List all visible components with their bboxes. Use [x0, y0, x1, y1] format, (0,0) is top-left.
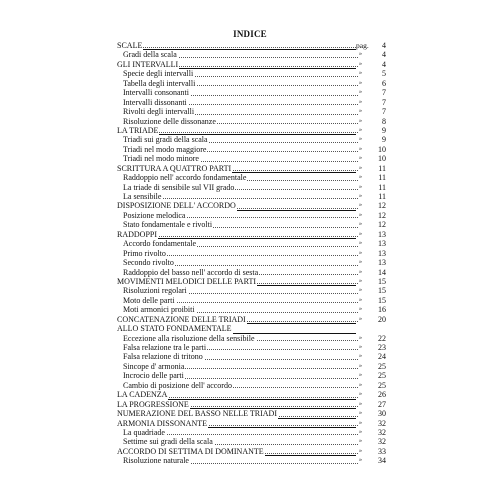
subsection-label: Triadi sui gradi della scala: [123, 135, 208, 145]
page-number: 9: [372, 126, 386, 135]
page-marker: »: [359, 286, 369, 295]
section-heading: CONCATENAZIONE DELLE TRIADI: [117, 314, 246, 324]
page-number: 33: [372, 447, 386, 456]
page-number: 15: [372, 277, 386, 286]
toc-entry: [117, 315, 386, 324]
toc-entry: [117, 230, 386, 239]
section-heading: ARMONIA DISSONANTE: [117, 418, 208, 428]
subsection-label: Moti armonici proibiti: [123, 305, 195, 315]
page-number: 15: [372, 286, 386, 295]
page-marker: »: [359, 381, 369, 390]
page-marker: »: [359, 305, 369, 314]
subsection-label: Eccezione alla risoluzione della sensibile: [123, 333, 255, 343]
toc-entry: [117, 447, 386, 456]
subsection-label: Stato fondamentale e rivolti: [123, 220, 213, 230]
subsection-label: Triadi nel modo maggiore: [123, 144, 207, 154]
page-number: 27: [372, 400, 386, 409]
toc-entry: [117, 145, 386, 154]
toc-entry: [117, 286, 386, 295]
page-number: 4: [372, 50, 386, 59]
page-number: 7: [372, 98, 386, 107]
toc-entry: [117, 258, 386, 267]
page-marker: »: [359, 50, 369, 59]
toc-entry: [117, 343, 386, 352]
page-marker: »: [359, 60, 369, 69]
subsection-label: Incrocio delle parti: [123, 371, 184, 381]
page-marker: »: [359, 88, 369, 97]
subsection-label: Falsa relazione di tritono: [123, 352, 203, 362]
page-marker: »: [359, 249, 369, 258]
page-number: 30: [372, 409, 386, 418]
page-number: 6: [372, 79, 386, 88]
page-marker: »: [359, 69, 369, 78]
page-number: 25: [372, 371, 386, 380]
page-number: 20: [372, 315, 386, 324]
subsection-label: Primo rivolto: [123, 248, 166, 258]
page-marker: »: [359, 343, 369, 352]
toc-entry: [117, 135, 386, 144]
page-marker: »: [359, 117, 369, 126]
page-marker: »: [359, 268, 369, 277]
page-number: 4: [372, 41, 386, 50]
section-heading: LA CADENZA: [117, 390, 168, 400]
page-marker: »: [359, 371, 369, 380]
page-marker: »: [359, 437, 369, 446]
toc-entry: [117, 192, 386, 201]
dot-leader: [117, 47, 358, 48]
page-number: 24: [372, 352, 386, 361]
subsection-label: Raddoppio nell' accordo fondamentale: [123, 173, 247, 183]
page-marker: »: [359, 362, 369, 371]
page-marker: »: [359, 126, 369, 135]
table-of-contents: [117, 41, 386, 466]
page-number: 12: [372, 211, 386, 220]
toc-entry: [117, 98, 386, 107]
page-marker: »: [359, 135, 369, 144]
page-marker: »: [359, 390, 369, 399]
subsection-label: Risoluzioni regolari: [123, 286, 187, 296]
page-marker: pag.: [356, 41, 372, 50]
page-number: 22: [372, 334, 386, 343]
page-marker: »: [359, 220, 369, 229]
page-marker: »: [359, 98, 369, 107]
subsection-label: La sensibile: [123, 192, 162, 201]
page-number: 25: [372, 362, 386, 371]
toc-entry: [117, 154, 386, 163]
page-marker: »: [359, 154, 369, 163]
page-number: 32: [372, 419, 386, 428]
section-heading: LA PROGRESSIONE: [117, 399, 189, 409]
page-marker: »: [359, 352, 369, 361]
subsection-label: Rivolti degli intervalli: [123, 107, 195, 117]
page-marker: »: [359, 419, 369, 428]
page-number: 10: [372, 145, 386, 154]
subsection-label: La quadriade: [123, 427, 165, 437]
page-title: INDICE: [233, 29, 267, 39]
section-heading: MOVIMENTI MELODICI DELLE PARTI: [117, 276, 256, 286]
toc-entry: [117, 381, 386, 390]
toc-entry: [117, 220, 386, 229]
page-number: 15: [372, 296, 386, 305]
toc-entry: [117, 390, 386, 399]
subsection-label: Sincope d' armonia: [123, 361, 185, 371]
page-marker: »: [359, 173, 369, 182]
toc-entry: [117, 277, 386, 286]
section-heading: LA TRIADE: [117, 125, 159, 135]
toc-entry: [117, 456, 386, 465]
page-marker: »: [359, 211, 369, 220]
subsection-label: Specie degli intervalli: [123, 69, 194, 79]
page-number: 32: [372, 437, 386, 446]
page-number: 11: [372, 173, 386, 182]
subsection-label: Intervalli consonanti: [123, 88, 189, 98]
page-marker: »: [359, 334, 369, 343]
page-marker: »: [359, 183, 369, 192]
toc-entry: [117, 50, 386, 59]
toc-entry: [117, 400, 386, 409]
page-marker: »: [359, 409, 369, 418]
page-number: 32: [372, 428, 386, 437]
toc-entry: [117, 371, 386, 380]
toc-entry: [117, 362, 386, 371]
page-marker: »: [359, 164, 369, 173]
page-number: 5: [372, 69, 386, 78]
subsection-label: Falsa relazione tra le parti: [123, 343, 207, 352]
subsection-label: Risoluzione delle dissonanze: [123, 116, 216, 126]
section-heading: GLI INTERVALLI: [117, 59, 179, 69]
page-marker: »: [359, 428, 369, 437]
page-number: 13: [372, 239, 386, 248]
page-number: 8: [372, 117, 386, 126]
subsection-label: Gradi della scala: [123, 50, 177, 60]
page-marker: »: [359, 456, 369, 465]
toc-entry: [117, 419, 386, 428]
page-marker: »: [359, 107, 369, 116]
page-marker: »: [359, 230, 369, 239]
subsection-label: Tabella degli intervalli: [123, 78, 196, 88]
section-heading: RADDOPPI: [117, 229, 158, 239]
page-marker: »: [359, 400, 369, 409]
page-marker: »: [359, 277, 369, 286]
toc-entry: [117, 183, 386, 192]
toc-entry: [117, 296, 386, 305]
toc-entry: [117, 117, 386, 126]
page-marker: »: [359, 296, 369, 305]
page-number: 23: [372, 343, 386, 352]
toc-entry: [117, 428, 386, 437]
section-heading: ACCORDO DI SETTIMA DI DOMINANTE: [117, 446, 264, 456]
toc-entry: [117, 164, 386, 173]
subsection-label: Risoluzione naturale: [123, 456, 189, 466]
page-number: 12: [372, 220, 386, 229]
section-heading: ALLO STATO FONDAMENTALE: [117, 324, 232, 334]
section-heading: NUMERAZIONE DEL BASSO NELLE TRIADI: [117, 409, 277, 419]
page-number: 10: [372, 154, 386, 163]
subsection-label: La triade di sensibile sul VII grado: [123, 182, 235, 192]
toc-entry: [117, 409, 386, 418]
page-number: 9: [372, 135, 386, 144]
toc-entry: [117, 41, 386, 50]
toc-entry: [117, 69, 386, 78]
page-number: 26: [372, 390, 386, 399]
page-number: 13: [372, 249, 386, 258]
page-marker: »: [359, 79, 369, 88]
page-number: 13: [372, 258, 386, 267]
toc-entry: [117, 437, 386, 446]
section-heading: DISPOSIZIONE DELL' ACCORDO: [117, 201, 236, 211]
toc-entry: [117, 211, 386, 220]
page-marker: »: [359, 201, 369, 210]
toc-entry: [117, 249, 386, 258]
toc-entry: [117, 324, 386, 333]
page-number: 12: [372, 201, 386, 210]
page-number: 11: [372, 164, 386, 173]
toc-entry: [117, 126, 386, 135]
page-number: 13: [372, 230, 386, 239]
section-heading: SCALE: [117, 41, 143, 50]
page-number: 4: [372, 60, 386, 69]
subsection-label: Moto delle parti: [123, 295, 175, 305]
page-number: 14: [372, 268, 386, 277]
page-marker: »: [359, 145, 369, 154]
page-number: 34: [372, 456, 386, 465]
subsection-label: Secondo rivolto: [123, 258, 174, 268]
page-number: 7: [372, 107, 386, 116]
page-number: 16: [372, 305, 386, 314]
page-number: 25: [372, 381, 386, 390]
page-number: 11: [372, 192, 386, 201]
toc-entry: [117, 268, 386, 277]
toc-entry: [117, 107, 386, 116]
subsection-label: Raddoppio del basso nell' accordo di sesta: [123, 267, 259, 277]
toc-entry: [117, 334, 386, 343]
section-heading: SCRITTURA A QUATTRO PARTI: [117, 163, 232, 173]
toc-entry: [117, 173, 386, 182]
page-marker: »: [359, 192, 369, 201]
subsection-label: Accordo fondamentale: [123, 239, 197, 249]
page-marker: »: [359, 258, 369, 267]
toc-entry: [117, 60, 386, 69]
subsection-label: Cambio di posizione dell' accordo: [123, 380, 232, 390]
toc-entry: [117, 239, 386, 248]
page-marker: »: [359, 239, 369, 248]
page-number: 7: [372, 88, 386, 97]
toc-entry: [117, 201, 386, 210]
subsection-label: Settime sui gradi della scala: [123, 437, 213, 447]
toc-entry: [117, 352, 386, 361]
toc-entry: [117, 79, 386, 88]
toc-entry: [117, 305, 386, 314]
page-number: 11: [372, 183, 386, 192]
subsection-label: Posizione melodica: [123, 210, 186, 220]
toc-entry: [117, 88, 386, 97]
page-marker: »: [359, 315, 369, 324]
subsection-label: Triadi nel modo minore: [123, 154, 199, 164]
page-marker: »: [359, 447, 369, 456]
subsection-label: Intervalli dissonanti: [123, 97, 187, 107]
